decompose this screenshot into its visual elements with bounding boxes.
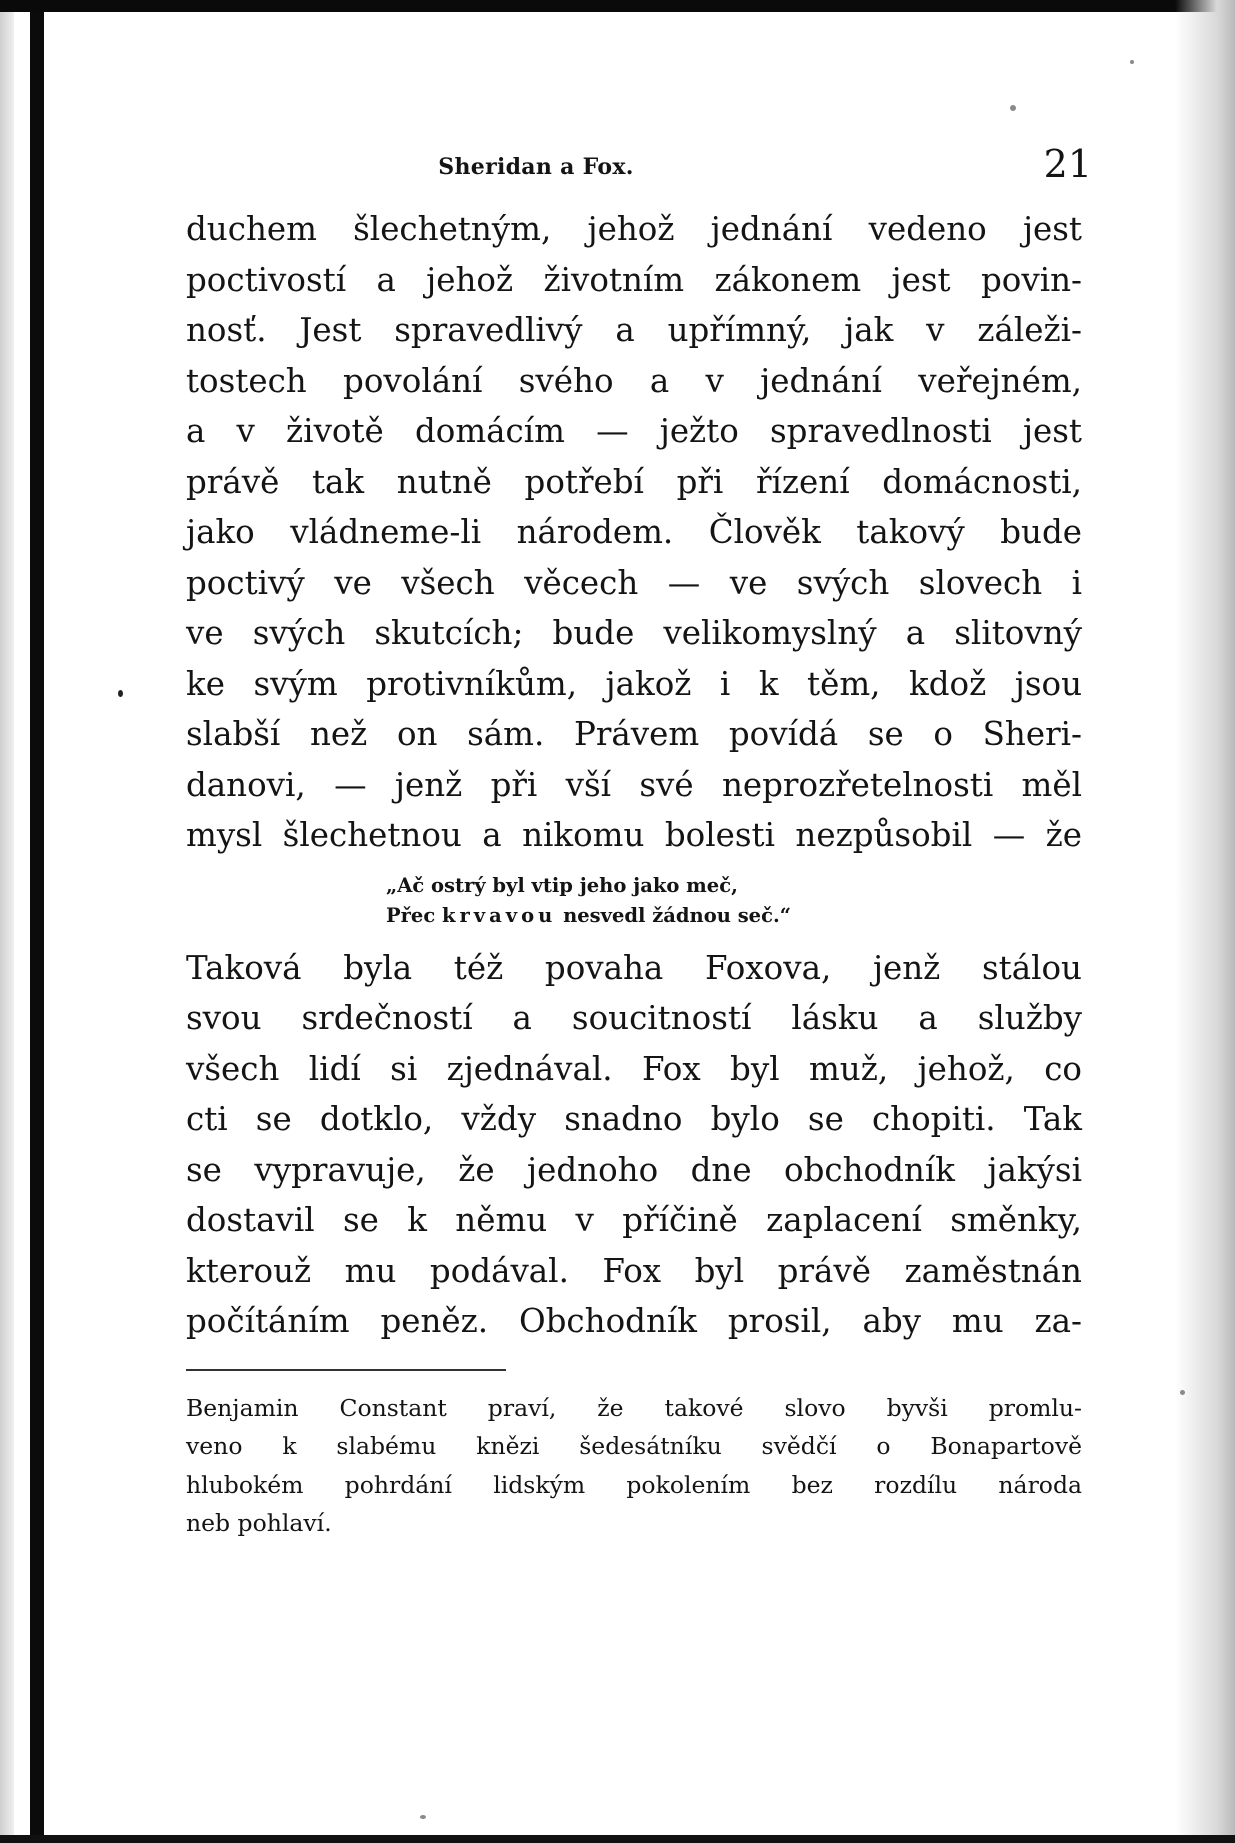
text-line: mysl šlechetnou a nikomu bolesti nezpůsobil — že [186, 816, 1082, 854]
verse-line-2-prefix: Přec [386, 903, 436, 927]
verse-line-2 [386, 901, 1082, 931]
bottom-edge [0, 1835, 1235, 1843]
running-head [186, 136, 1092, 192]
text-line: nosť. Jest spravedlivý a upřímný, jak v záleži- [186, 311, 1082, 349]
text-line: cti se dotklo, vždy snadno bylo se chopiti. Tak [186, 1100, 1082, 1138]
verse-line-2-suffix: nesvedl žádnou seč.“ [563, 903, 791, 927]
text-line: Taková byla též povaha Foxova, jenž stálou [186, 948, 1082, 987]
binding-edge [30, 0, 44, 1843]
verse-line-1: „Ač ostrý byl vtip jeho jako meč, [386, 873, 738, 897]
scan-speck [1180, 1390, 1185, 1395]
page-number: 21 [1043, 142, 1092, 186]
text-line: počítáním peněz. Obchodník prosil, aby mu za- [186, 1302, 1082, 1340]
paragraph-2 [186, 943, 1082, 1347]
footnote-line: Benjamin Constant praví, že takové slovo byvši promlu- [186, 1393, 1082, 1422]
verse-line-2-spaced-word: krvavou [442, 903, 557, 927]
footnote-rule [186, 1369, 506, 1371]
footnote-line: hlubokém pohrdání lidským pokolením bez rozdílu národa [186, 1470, 1082, 1499]
footnote-line: neb pohlaví. [186, 1509, 332, 1537]
text-line: kterouž mu podával. Fox byl právě zaměstnán [186, 1251, 1082, 1290]
text-line: ke svým protivníkům, jakož i k těm, kdož jsou [186, 664, 1082, 703]
text-line: svou srdečností a soucitností lásku a služby [186, 999, 1082, 1037]
scan-speck [1130, 60, 1134, 64]
right-edge-shadow [1175, 0, 1235, 1843]
left-gutter [0, 0, 14, 1843]
top-edge [0, 0, 1235, 12]
text-line: jako vládneme-li národem. Člověk takový bude [186, 513, 1082, 551]
verse-quote [386, 871, 1082, 931]
text-line: poctivostí a jehož životním zákonem jest povin- [186, 260, 1082, 299]
text-line: ve svých skutcích; bude velikomyslný a slitovný [186, 614, 1082, 652]
text-line: slabší než on sám. Právem povídá se o Sheri- [186, 715, 1082, 753]
running-title: Sheridan a Fox. [438, 154, 634, 180]
text-line: dostavil se k němu v příčině zaplacení směnky, [186, 1201, 1082, 1239]
page-content [186, 136, 1092, 1543]
text-line: a v životě domácím — ježto spravedlnosti jest [186, 412, 1082, 450]
text-line: duchem šlechetným, jehož jednání vedeno jest [186, 210, 1082, 248]
text-line: poctivý ve všech věcech — ve svých slovech i [186, 563, 1082, 602]
text-line: tostech povolání svého a v jednání veřejném, [186, 361, 1082, 400]
footnote-line: veno k slabému knězi šedesátníku svědčí o Bonapartově [186, 1432, 1082, 1460]
scan-speck [1010, 105, 1016, 111]
paragraph-1 [186, 204, 1082, 861]
scan-speck [118, 690, 123, 697]
text-line: právě tak nutně potřebí při řízení domácnosti, [186, 462, 1082, 501]
scan-speck [420, 1815, 426, 1819]
text-line: se vypravuje, že jednoho dne obchodník jakýsi [186, 1150, 1082, 1189]
footnote [186, 1389, 1082, 1543]
text-line: danovi, — jenž při vší své neprozřetelnosti měl [186, 765, 1082, 804]
text-line: všech lidí si zjednával. Fox byl muž, jehož, co [186, 1049, 1082, 1088]
